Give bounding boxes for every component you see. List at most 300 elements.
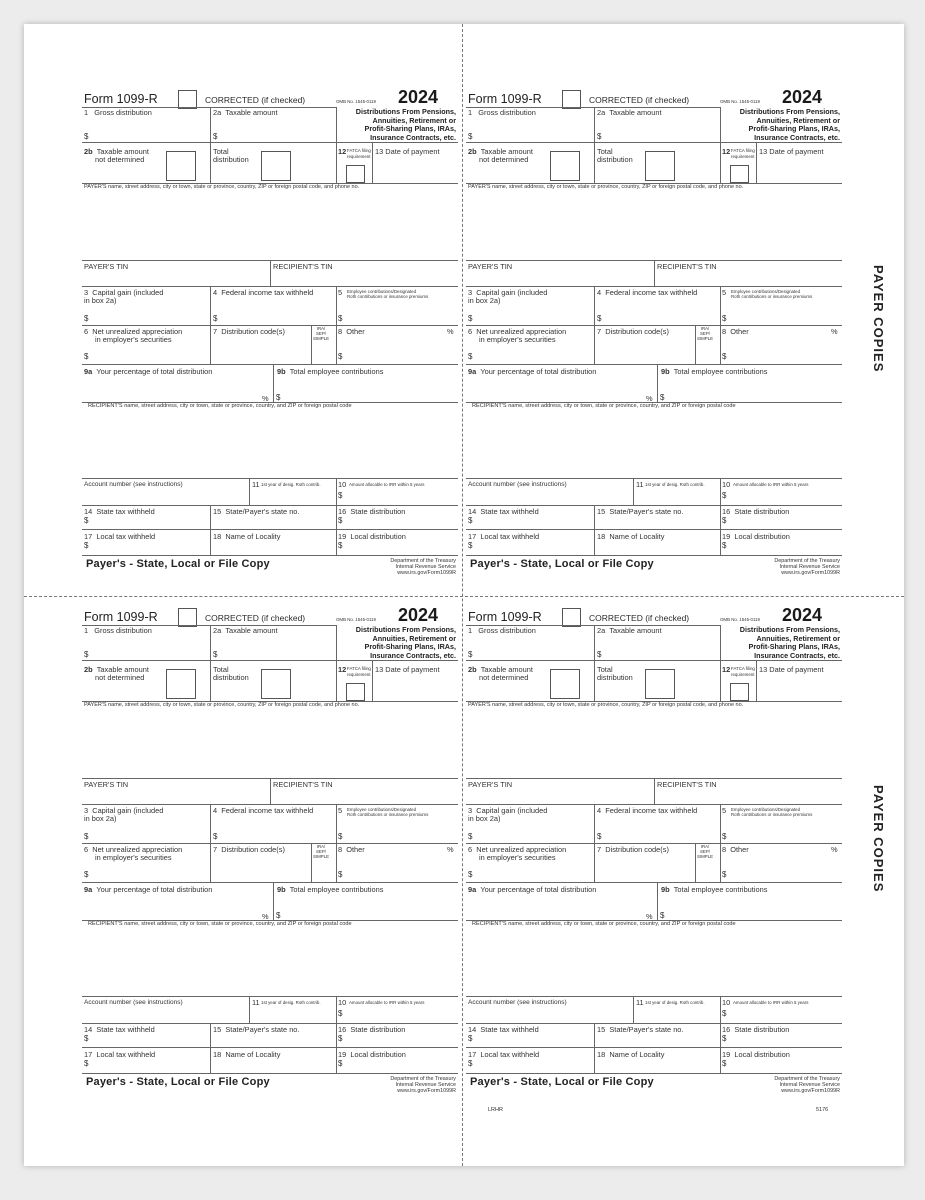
box18-label: Name of Locality xyxy=(225,532,281,541)
department-block xyxy=(734,1076,840,1095)
box12-label-1: FATCA filing xyxy=(347,666,371,671)
box6-number: 6 xyxy=(468,845,473,854)
box6-number: 6 xyxy=(84,845,89,854)
box5-label-2: Roth contributions or insurance premiums xyxy=(347,294,429,299)
box18-number: 18 xyxy=(597,532,606,541)
box2a-number: 2a xyxy=(213,108,222,117)
box14-label: State tax withheld xyxy=(480,1025,539,1034)
box6-dollar: $ xyxy=(84,870,89,879)
box5-label-2: Roth contributions or insurance premiums xyxy=(731,812,813,817)
form-title: Form 1099-R xyxy=(84,610,158,624)
box2a-number: 2a xyxy=(597,108,606,117)
box9a-label: Your percentage of total distribution xyxy=(480,367,597,376)
box2a-dollar: $ xyxy=(597,650,602,659)
dept-line-2: Internal Revenue Service xyxy=(395,1082,456,1089)
box18-label: Name of Locality xyxy=(225,1050,281,1059)
box3-label-1: Capital gain (included xyxy=(92,806,164,815)
box9a-percent: % xyxy=(262,394,269,403)
box15-number: 15 xyxy=(597,507,606,516)
box2a-label: Taxable amount xyxy=(225,626,278,635)
dept-line-2: Internal Revenue Service xyxy=(779,1082,840,1089)
fatca-checkbox[interactable] xyxy=(346,165,365,183)
description-line-3: Profit-Sharing Plans, IRAs, xyxy=(748,124,840,134)
description-line-2: Annuities, Retirement or xyxy=(372,633,456,643)
box17-number: 17 xyxy=(84,532,93,541)
ira-label: IRA/ xyxy=(700,326,710,331)
box10-label: Amount allocable to IRR within 5 years xyxy=(733,482,809,487)
box9b-number: 9b xyxy=(661,367,670,376)
description-line-4: Insurance Contracts, etc. xyxy=(754,650,840,660)
form-description xyxy=(338,626,456,660)
box9b-label: Total employee contributions xyxy=(289,885,384,894)
box9b-number: 9b xyxy=(661,885,670,894)
box14-dollar: $ xyxy=(468,1034,473,1043)
box16-dollar: $ xyxy=(722,516,727,525)
form-description xyxy=(338,108,456,142)
side-label-top: PAYER COPIES xyxy=(871,265,886,373)
box8-percent: % xyxy=(831,327,838,336)
omb-number: OMB No. 1545-0119 xyxy=(720,99,760,104)
box13-label: Date of payment xyxy=(385,665,440,674)
box9b-dollar: $ xyxy=(660,911,665,920)
box8-dollar: $ xyxy=(722,352,727,361)
box12-label-2: requirement xyxy=(731,672,755,677)
box13-label: Date of payment xyxy=(385,147,440,156)
recipient-tin-label: RECIPIENT'S TIN xyxy=(273,262,333,271)
box7-label: Distribution code(s) xyxy=(221,327,285,336)
box5-label-1: Employee contributions/Designated xyxy=(347,289,417,294)
box8-number: 8 xyxy=(722,845,727,854)
box9b-number: 9b xyxy=(277,885,286,894)
description-line-3: Profit-Sharing Plans, IRAs, xyxy=(364,124,456,134)
simple-label: SIMPLE xyxy=(696,336,714,341)
box12-label-2: requirement xyxy=(347,154,371,159)
copy-name: Payer's - State, Local or File Copy xyxy=(470,558,654,570)
box16-label: State distribution xyxy=(734,507,790,516)
box9a-percent: % xyxy=(646,394,653,403)
dept-line-1: Department of the Treasury xyxy=(774,1076,840,1082)
box15-number: 15 xyxy=(213,507,222,516)
payer-tin-label: PAYER'S TIN xyxy=(84,262,129,271)
description-line-1: Distributions From Pensions, xyxy=(355,107,456,116)
box13-number: 13 xyxy=(759,147,768,156)
box15-label: State/Payer's state no. xyxy=(225,507,300,516)
box2b-number: 2b xyxy=(84,147,93,156)
box10-dollar: $ xyxy=(722,1009,727,1018)
box2b-number: 2b xyxy=(468,147,477,156)
box5-dollar: $ xyxy=(338,314,343,323)
box2a-number: 2a xyxy=(597,626,606,635)
box3-label-2: in box 2a) xyxy=(468,296,501,305)
copy-name: Payer's - State, Local or File Copy xyxy=(86,1076,270,1088)
payer-name-label: PAYER'S name, street address, city or town, state or province, country, ZIP or foreign postal code, and phone no. xyxy=(468,184,744,190)
box5-label-2: Roth contributions or insurance premiums xyxy=(731,294,813,299)
box8-dollar: $ xyxy=(722,870,727,879)
box10-label: Amount allocable to IRR within 5 years xyxy=(733,1000,809,1005)
box14-label: State tax withheld xyxy=(480,507,539,516)
form-bottom-right xyxy=(466,605,840,1102)
box9a-number: 9a xyxy=(84,885,93,894)
box1-label: Gross distribution xyxy=(478,108,536,117)
box8-dollar: $ xyxy=(338,352,343,361)
box3-label-2: in box 2a) xyxy=(468,814,501,823)
box13-number: 13 xyxy=(375,147,384,156)
box9b-dollar: $ xyxy=(660,393,665,402)
box17-number: 17 xyxy=(468,532,477,541)
payer-tin-label: PAYER'S TIN xyxy=(468,262,513,271)
side-label-bottom: PAYER COPIES xyxy=(871,785,886,893)
box1-number: 1 xyxy=(468,108,473,117)
description-line-3: Profit-Sharing Plans, IRAs, xyxy=(364,642,456,652)
description-line-1: Distributions From Pensions, xyxy=(739,625,840,634)
dept-line-3: www.irs.gov/Form1099R xyxy=(781,1088,840,1095)
fatca-checkbox[interactable] xyxy=(730,683,749,701)
box18-number: 18 xyxy=(213,1050,222,1059)
box15-label: State/Payer's state no. xyxy=(609,1025,684,1034)
box17-label: Local tax withheld xyxy=(480,1050,540,1059)
simple-label: SIMPLE xyxy=(312,854,330,859)
corrected-label: CORRECTED (if checked) xyxy=(205,613,306,623)
corrected-label: CORRECTED (if checked) xyxy=(589,613,690,623)
box12-number: 12 xyxy=(338,665,347,674)
form-bottom-left xyxy=(82,605,456,1102)
recipient-name-label: RECIPIENT'S name, street address, city or town, state or province, country, and ZIP or foreign postal code xyxy=(472,403,736,409)
box17-number: 17 xyxy=(468,1050,477,1059)
dept-line-2: Internal Revenue Service xyxy=(779,564,840,571)
box6-number: 6 xyxy=(468,327,473,336)
payer-tin-label: PAYER'S TIN xyxy=(84,780,129,789)
box10-label: Amount allocable to IRR within 5 years xyxy=(349,482,425,487)
box6-dollar: $ xyxy=(468,870,473,879)
footer-code-right: 5176 xyxy=(816,1107,829,1113)
box16-label: State distribution xyxy=(350,507,406,516)
box9a-number: 9a xyxy=(468,885,477,894)
box2a-dollar: $ xyxy=(597,132,602,141)
box2b-number: 2b xyxy=(468,665,477,674)
box7-number: 7 xyxy=(213,845,218,854)
account-number-label: Account number (see instructions) xyxy=(84,999,183,1006)
vertical-perforation xyxy=(462,24,463,1166)
box11-label: 1st year of desig. Roth contrib. xyxy=(645,482,705,487)
box1-dollar: $ xyxy=(468,132,473,141)
box6-label-2: in employer's securities xyxy=(95,853,172,862)
box19-label: Local distribution xyxy=(350,532,406,541)
box8-dollar: $ xyxy=(338,870,343,879)
box7-label: Distribution code(s) xyxy=(605,327,669,336)
form-title: Form 1099-R xyxy=(468,92,542,106)
box19-label: Local distribution xyxy=(734,1050,790,1059)
omb-number: OMB No. 1545-0119 xyxy=(720,617,760,622)
box19-dollar: $ xyxy=(722,541,727,550)
box13-number: 13 xyxy=(759,665,768,674)
simple-label: SIMPLE xyxy=(696,854,714,859)
total-dist-label-2: distribution xyxy=(597,673,633,682)
total-dist-label-2: distribution xyxy=(213,673,249,682)
total-dist-label-1: Total xyxy=(597,147,613,156)
box3-dollar: $ xyxy=(84,314,89,323)
box5-dollar: $ xyxy=(722,314,727,323)
description-line-3: Profit-Sharing Plans, IRAs, xyxy=(748,642,840,652)
description-line-4: Insurance Contracts, etc. xyxy=(370,650,456,660)
box1-label: Gross distribution xyxy=(94,108,152,117)
box3-dollar: $ xyxy=(468,832,473,841)
box19-dollar: $ xyxy=(722,1059,727,1068)
box4-label: Federal income tax withheld xyxy=(605,288,698,297)
form-top-right xyxy=(466,87,840,584)
box3-label-2: in box 2a) xyxy=(84,296,117,305)
box16-dollar: $ xyxy=(722,1034,727,1043)
total-distribution-checkbox[interactable] xyxy=(645,669,675,699)
omb-number: OMB No. 1545-0119 xyxy=(336,99,376,104)
box14-number: 14 xyxy=(468,507,477,516)
box6-number: 6 xyxy=(84,327,89,336)
box2b-number: 2b xyxy=(84,665,93,674)
sep-label: SEP/ xyxy=(699,331,710,336)
box8-label: Other xyxy=(346,845,365,854)
box11-number: 11 xyxy=(252,480,260,489)
box19-number: 19 xyxy=(722,1050,731,1059)
box10-dollar: $ xyxy=(338,1009,343,1018)
total-distribution-checkbox[interactable] xyxy=(261,151,291,181)
total-dist-label-1: Total xyxy=(213,665,229,674)
box5-number: 5 xyxy=(722,806,727,815)
box17-label: Local tax withheld xyxy=(480,532,540,541)
box11-label: 1st year of desig. Roth contrib. xyxy=(645,1000,705,1005)
box19-label: Local distribution xyxy=(350,1050,406,1059)
box18-label: Name of Locality xyxy=(609,532,665,541)
box10-dollar: $ xyxy=(722,491,727,500)
box12-number: 12 xyxy=(722,665,731,674)
box19-number: 19 xyxy=(338,532,347,541)
box9a-percent: % xyxy=(262,912,269,921)
box16-dollar: $ xyxy=(338,516,343,525)
form-title: Form 1099-R xyxy=(84,92,158,106)
box14-dollar: $ xyxy=(468,516,473,525)
ira-label: IRA/ xyxy=(316,326,326,331)
box9a-label: Your percentage of total distribution xyxy=(96,367,213,376)
recipient-tin-label: RECIPIENT'S TIN xyxy=(657,780,717,789)
box9b-label: Total employee contributions xyxy=(289,367,384,376)
box2b-checkbox[interactable] xyxy=(550,151,580,181)
description-line-1: Distributions From Pensions, xyxy=(355,625,456,634)
box9a-number: 9a xyxy=(468,367,477,376)
box11-label: 1st year of desig. Roth contrib. xyxy=(261,1000,321,1005)
box12-label-1: FATCA filing xyxy=(347,148,371,153)
box2a-label: Taxable amount xyxy=(225,108,278,117)
copy-name: Payer's - State, Local or File Copy xyxy=(470,1076,654,1088)
box3-dollar: $ xyxy=(84,832,89,841)
box5-label-1: Employee contributions/Designated xyxy=(347,807,417,812)
box17-dollar: $ xyxy=(84,541,89,550)
fatca-checkbox[interactable] xyxy=(346,683,365,701)
box2b-checkbox[interactable] xyxy=(166,151,196,181)
box7-label: Distribution code(s) xyxy=(605,845,669,854)
box2b-label-1: Taxable amount xyxy=(480,147,533,156)
recipient-tin-label: RECIPIENT'S TIN xyxy=(273,780,333,789)
box2a-label: Taxable amount xyxy=(609,108,662,117)
box6-dollar: $ xyxy=(468,352,473,361)
box11-number: 11 xyxy=(636,998,644,1007)
box16-label: State distribution xyxy=(734,1025,790,1034)
box17-label: Local tax withheld xyxy=(96,532,156,541)
box4-number: 4 xyxy=(213,288,218,297)
box14-number: 14 xyxy=(84,507,93,516)
box11-number: 11 xyxy=(252,998,260,1007)
payer-name-label: PAYER'S name, street address, city or town, state or province, country, ZIP or foreign postal code, and phone no. xyxy=(468,702,744,708)
total-dist-label-1: Total xyxy=(213,147,229,156)
tax-year: 2024 xyxy=(782,87,823,107)
box18-number: 18 xyxy=(597,1050,606,1059)
recipient-name-label: RECIPIENT'S name, street address, city or town, state or province, country, and ZIP or foreign postal code xyxy=(88,921,352,927)
dept-line-1: Department of the Treasury xyxy=(390,558,456,564)
account-number-label: Account number (see instructions) xyxy=(468,481,567,488)
horizontal-perforation xyxy=(24,596,904,597)
box5-number: 5 xyxy=(338,288,343,297)
box6-label-2: in employer's securities xyxy=(479,335,556,344)
form-top-left xyxy=(82,87,456,584)
box12-number: 12 xyxy=(722,147,731,156)
box14-number: 14 xyxy=(468,1025,477,1034)
recipient-tin-label: RECIPIENT'S TIN xyxy=(657,262,717,271)
box5-dollar: $ xyxy=(338,832,343,841)
box4-dollar: $ xyxy=(597,314,602,323)
box7-number: 7 xyxy=(213,327,218,336)
form-title: Form 1099-R xyxy=(468,610,542,624)
box4-number: 4 xyxy=(213,806,218,815)
dept-line-1: Department of the Treasury xyxy=(774,558,840,564)
box15-label: State/Payer's state no. xyxy=(609,507,684,516)
box18-label: Name of Locality xyxy=(609,1050,665,1059)
box3-number: 3 xyxy=(84,806,89,815)
box14-number: 14 xyxy=(84,1025,93,1034)
description-line-2: Annuities, Retirement or xyxy=(372,115,456,125)
box9b-dollar: $ xyxy=(276,911,281,920)
description-line-2: Annuities, Retirement or xyxy=(756,633,840,643)
payer-tin-label: PAYER'S TIN xyxy=(468,780,513,789)
box8-percent: % xyxy=(447,845,454,854)
box11-number: 11 xyxy=(636,480,644,489)
box15-label: State/Payer's state no. xyxy=(225,1025,300,1034)
box1-dollar: $ xyxy=(84,650,89,659)
box9a-label: Your percentage of total distribution xyxy=(480,885,597,894)
box8-label: Other xyxy=(346,327,365,336)
box12-label-2: requirement xyxy=(347,672,371,677)
footer-code-left: LRHR xyxy=(488,1107,503,1113)
box12-number: 12 xyxy=(338,147,347,156)
box2b-label-2: not determined xyxy=(479,673,529,682)
box6-label-1: Net unrealized appreciation xyxy=(476,327,567,336)
box14-label: State tax withheld xyxy=(96,507,155,516)
box8-percent: % xyxy=(447,327,454,336)
box13-label: Date of payment xyxy=(769,665,824,674)
box19-dollar: $ xyxy=(338,1059,343,1068)
box6-label-1: Net unrealized appreciation xyxy=(92,845,183,854)
box17-dollar: $ xyxy=(468,1059,473,1068)
box10-number: 10 xyxy=(338,998,347,1007)
box15-number: 15 xyxy=(597,1025,606,1034)
box1-number: 1 xyxy=(468,626,473,635)
box14-dollar: $ xyxy=(84,516,89,525)
box17-dollar: $ xyxy=(468,541,473,550)
dept-line-3: www.irs.gov/Form1099R xyxy=(397,570,456,577)
tax-year: 2024 xyxy=(782,605,823,625)
box12-label-1: FATCA filing xyxy=(731,666,755,671)
box1-label: Gross distribution xyxy=(94,626,152,635)
box8-number: 8 xyxy=(722,327,727,336)
box19-number: 19 xyxy=(722,532,731,541)
box8-label: Other xyxy=(730,845,749,854)
box4-dollar: $ xyxy=(213,832,218,841)
box9a-number: 9a xyxy=(84,367,93,376)
fatca-checkbox[interactable] xyxy=(730,165,749,183)
box10-number: 10 xyxy=(722,998,731,1007)
department-block xyxy=(734,558,840,577)
box13-number: 13 xyxy=(375,665,384,674)
copy-name: Payer's - State, Local or File Copy xyxy=(86,558,270,570)
description-line-1: Distributions From Pensions, xyxy=(739,107,840,116)
box19-dollar: $ xyxy=(338,541,343,550)
box10-dollar: $ xyxy=(338,491,343,500)
box2b-label-2: not determined xyxy=(95,155,145,164)
box5-label-1: Employee contributions/Designated xyxy=(731,807,801,812)
box4-number: 4 xyxy=(597,288,602,297)
box3-dollar: $ xyxy=(468,314,473,323)
corrected-label: CORRECTED (if checked) xyxy=(205,95,306,105)
box5-label-2: Roth contributions or insurance premiums xyxy=(347,812,429,817)
tax-year: 2024 xyxy=(398,87,439,107)
omb-number: OMB No. 1545-0119 xyxy=(336,617,376,622)
total-dist-label-2: distribution xyxy=(597,155,633,164)
tax-year: 2024 xyxy=(398,605,439,625)
box4-label: Federal income tax withheld xyxy=(221,806,314,815)
box10-label: Amount allocable to IRR within 5 years xyxy=(349,1000,425,1005)
box2a-number: 2a xyxy=(213,626,222,635)
box16-number: 16 xyxy=(722,507,731,516)
payer-name-label: PAYER'S name, street address, city or town, state or province, country, ZIP or foreign postal code, and phone no. xyxy=(84,184,360,190)
box2b-label-1: Taxable amount xyxy=(96,147,149,156)
box14-label: State tax withheld xyxy=(96,1025,155,1034)
box19-label: Local distribution xyxy=(734,532,790,541)
box8-percent: % xyxy=(831,845,838,854)
box18-number: 18 xyxy=(213,532,222,541)
box16-label: State distribution xyxy=(350,1025,406,1034)
box16-number: 16 xyxy=(338,1025,347,1034)
box2b-checkbox[interactable] xyxy=(166,669,196,699)
box2b-label-1: Taxable amount xyxy=(480,665,533,674)
description-line-2: Annuities, Retirement or xyxy=(756,115,840,125)
box5-label-1: Employee contributions/Designated xyxy=(731,289,801,294)
box13-label: Date of payment xyxy=(769,147,824,156)
total-dist-label-2: distribution xyxy=(213,155,249,164)
box7-label: Distribution code(s) xyxy=(221,845,285,854)
box5-number: 5 xyxy=(338,806,343,815)
box4-label: Federal income tax withheld xyxy=(605,806,698,815)
box8-number: 8 xyxy=(338,845,343,854)
box16-number: 16 xyxy=(338,507,347,516)
box12-label-2: requirement xyxy=(731,154,755,159)
box2b-checkbox[interactable] xyxy=(550,669,580,699)
box16-number: 16 xyxy=(722,1025,731,1034)
box11-label: 1st year of desig. Roth contrib. xyxy=(261,482,321,487)
box1-number: 1 xyxy=(84,626,89,635)
box16-dollar: $ xyxy=(338,1034,343,1043)
sep-label: SEP/ xyxy=(315,331,326,336)
total-distribution-checkbox[interactable] xyxy=(645,151,675,181)
box8-label: Other xyxy=(730,327,749,336)
total-dist-label-1: Total xyxy=(597,665,613,674)
box14-dollar: $ xyxy=(84,1034,89,1043)
total-distribution-checkbox[interactable] xyxy=(261,669,291,699)
